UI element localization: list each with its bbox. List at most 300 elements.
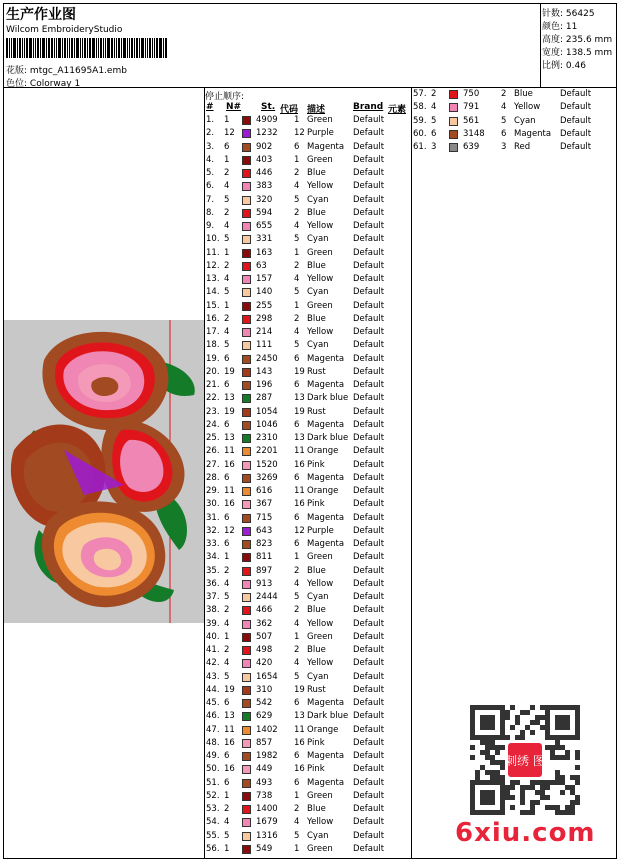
color-swatch: [242, 832, 251, 841]
stop-stitches: 214: [256, 327, 273, 337]
stop-needle: 5: [224, 234, 230, 245]
stop-number: 43.: [206, 671, 220, 682]
stop-description: Pink: [307, 459, 325, 470]
color-swatch: [242, 805, 251, 814]
stop-needle: 5: [224, 671, 230, 682]
color-swatch: [242, 553, 251, 562]
colorway-label: 色位:: [6, 79, 28, 89]
stop-brand: Default: [353, 777, 385, 788]
stop-description: Green: [307, 790, 333, 801]
stop-brand: Default: [353, 804, 385, 814]
stop-row: [206, 710, 406, 723]
stop-code: 4: [294, 658, 300, 669]
stop-brand: Default: [353, 327, 385, 337]
col-brand: Brand: [353, 102, 384, 112]
stop-number: 32.: [206, 525, 220, 536]
color-swatch: [242, 540, 251, 549]
stop-row: [206, 445, 406, 458]
stop-stitches: 383: [256, 181, 273, 192]
stop-needle: 19: [224, 366, 235, 377]
stop-stitches: 1316: [256, 830, 278, 841]
stop-needle: 16: [224, 499, 235, 510]
stop-description: Yellow: [307, 658, 334, 669]
col-num: #: [206, 102, 214, 112]
stop-brand: Default: [353, 843, 385, 854]
stop-stitches: 1520: [256, 459, 278, 470]
stop-stitches: 738: [256, 790, 273, 801]
color-swatch: [242, 421, 251, 430]
stop-description: Orange: [307, 446, 339, 457]
stop-stitches: 902: [256, 141, 273, 152]
stop-code: 2: [294, 804, 300, 814]
color-swatch: [242, 288, 251, 297]
stop-number: 30.: [206, 499, 220, 510]
stop-number: 46.: [206, 711, 220, 722]
stop-needle: 11: [224, 724, 235, 735]
stop-number: 41.: [206, 645, 220, 655]
stop-row: [206, 154, 406, 167]
color-swatch: [242, 739, 251, 748]
color-swatch: [449, 117, 458, 126]
stop-row: [206, 671, 406, 684]
stop-description: Blue: [307, 168, 326, 178]
stop-description: Orange: [307, 486, 339, 496]
stop-code: 1: [294, 154, 300, 165]
color-swatch: [242, 474, 251, 483]
stop-needle: 4: [224, 658, 230, 669]
stop-brand: Default: [353, 406, 385, 417]
stop-brand: Default: [353, 128, 385, 139]
stop-number: 13.: [206, 274, 220, 284]
color-swatch: [449, 143, 458, 152]
stop-stitches: 2201: [256, 446, 278, 457]
stop-stitches: 913: [256, 578, 273, 589]
stop-description: Dark blue: [307, 711, 349, 722]
stop-number: 17.: [206, 327, 220, 337]
stop-row: [413, 115, 613, 128]
stop-number: 10.: [206, 234, 220, 245]
stop-needle: 11: [224, 446, 235, 457]
meta-colors: 颜色: 11: [542, 22, 578, 32]
stop-description: Cyan: [307, 830, 329, 841]
stop-brand: Default: [353, 340, 385, 351]
stop-code: 4: [294, 274, 300, 284]
stop-code: 5: [294, 340, 300, 351]
stop-brand: Default: [353, 260, 385, 271]
stop-needle: 6: [224, 353, 230, 364]
stop-description: Blue: [307, 804, 326, 814]
stop-number: 33.: [206, 539, 220, 549]
stop-needle: 6: [224, 141, 230, 152]
col-needle: N#: [226, 102, 242, 112]
stop-needle: 4: [224, 327, 230, 337]
stop-brand: Default: [353, 115, 385, 125]
stop-number: 34.: [206, 552, 220, 563]
stop-stitches: 643: [256, 525, 273, 536]
stop-code: 5: [294, 194, 300, 205]
stop-number: 25.: [206, 433, 220, 443]
color-swatch: [242, 209, 251, 218]
stop-description: Green: [307, 115, 333, 125]
stop-needle: 4: [224, 274, 230, 284]
stop-needle: 6: [224, 472, 230, 483]
stop-stitches: 446: [256, 168, 273, 178]
design-file: mtgc_A11695A1.emb: [29, 66, 127, 76]
table-divider: [411, 87, 412, 859]
color-swatch: [242, 196, 251, 205]
color-swatch: [449, 90, 458, 99]
stop-number: 19.: [206, 353, 220, 364]
stop-number: 20.: [206, 366, 220, 377]
stop-needle: 19: [224, 684, 235, 695]
stop-row: [206, 379, 406, 392]
stop-needle: 13: [224, 711, 235, 722]
stop-number: 9.: [206, 221, 215, 231]
stop-brand: Default: [353, 207, 385, 218]
stop-number: 31.: [206, 512, 220, 523]
meta-divider: [540, 3, 541, 87]
color-swatch: [242, 408, 251, 417]
stop-row: [206, 180, 406, 193]
color-swatch: [242, 262, 251, 271]
design-label: 花版:: [6, 66, 28, 76]
stop-stitches: 1054: [256, 406, 278, 417]
stop-description: Blue: [307, 260, 326, 271]
stop-stitches: 639: [463, 142, 480, 152]
stop-description: Magenta: [307, 512, 345, 523]
stop-brand: Default: [353, 525, 385, 536]
col-code: 代码: [280, 105, 299, 115]
stop-brand: Default: [353, 592, 385, 602]
meta-stitches: 针数: 56425: [542, 9, 595, 19]
stop-needle: 2: [224, 565, 230, 576]
stop-stitches: 157: [256, 274, 273, 284]
col-element: 元素: [388, 105, 407, 115]
stop-description: Blue: [307, 645, 326, 655]
stop-needle: 1: [224, 631, 230, 642]
stop-number: 60.: [413, 128, 427, 139]
stop-description: Dark blue: [307, 433, 349, 443]
stop-description: Blue: [307, 207, 326, 218]
color-swatch: [242, 673, 251, 682]
stop-code: 5: [294, 592, 300, 602]
stop-description: Magenta: [514, 128, 552, 139]
stop-needle: 12: [224, 128, 235, 139]
stop-description: Cyan: [307, 287, 329, 298]
stop-row: [206, 538, 406, 551]
stop-stitches: 1402: [256, 724, 278, 735]
stop-number: 27.: [206, 459, 220, 470]
stop-stitches: 331: [256, 234, 273, 245]
stop-brand: Default: [353, 313, 385, 324]
stop-needle: 5: [224, 340, 230, 351]
meta-width: 宽度: 138.5 mm: [542, 48, 613, 58]
stop-brand: Default: [353, 486, 385, 496]
color-swatch: [242, 129, 251, 138]
stop-stitches: 362: [256, 618, 273, 629]
stop-brand: Default: [353, 154, 385, 165]
stop-stitches: 140: [256, 287, 273, 298]
stop-description: Yellow: [307, 327, 334, 337]
stop-brand: Default: [353, 472, 385, 483]
color-swatch: [242, 567, 251, 576]
stop-stitches: 823: [256, 539, 273, 549]
stop-brand: Default: [353, 141, 385, 152]
stop-code: 16: [294, 499, 305, 510]
stop-code: 3: [501, 142, 507, 152]
stop-needle: 13: [224, 393, 235, 404]
col-desc: 描述: [307, 105, 326, 115]
stop-description: Green: [307, 154, 333, 165]
stop-stitches: 715: [256, 512, 273, 523]
stop-stitches: 449: [256, 764, 273, 775]
stop-description: Yellow: [307, 181, 334, 192]
stop-number: 29.: [206, 486, 220, 496]
stop-code: 2: [294, 313, 300, 324]
color-swatch: [242, 752, 251, 761]
stop-code: 4: [294, 578, 300, 589]
color-swatch: [242, 500, 251, 509]
stop-code: 1: [294, 247, 300, 258]
color-swatch: [242, 686, 251, 695]
stop-code: 2: [501, 89, 507, 99]
color-swatch: [242, 222, 251, 231]
stop-number: 8.: [206, 207, 215, 218]
stop-description: Blue: [307, 565, 326, 576]
stop-description: Yellow: [307, 274, 334, 284]
stop-brand: Default: [560, 142, 592, 152]
stop-brand: Default: [353, 181, 385, 192]
stop-number: 1.: [206, 115, 215, 125]
color-swatch: [242, 580, 251, 589]
stop-needle: 5: [224, 830, 230, 841]
stop-description: Magenta: [307, 698, 345, 708]
stop-row: [206, 167, 406, 180]
stop-code: 6: [294, 380, 300, 390]
stop-row: [206, 724, 406, 737]
stop-brand: Default: [353, 300, 385, 311]
stop-brand: Default: [353, 658, 385, 669]
stop-number: 21.: [206, 380, 220, 390]
stop-description: Yellow: [514, 102, 541, 113]
stop-brand: Default: [353, 552, 385, 563]
stop-code: 2: [294, 260, 300, 271]
stop-number: 7.: [206, 194, 215, 205]
stop-needle: 6: [224, 777, 230, 788]
stop-description: Dark blue: [307, 393, 349, 404]
stop-row: [413, 88, 613, 101]
stop-row: [206, 750, 406, 763]
stop-code: 11: [294, 486, 305, 496]
stop-stitches: 1232: [256, 128, 278, 139]
stop-brand: Default: [353, 287, 385, 298]
stop-number: 39.: [206, 618, 220, 629]
stop-brand: Default: [353, 234, 385, 245]
stop-needle: 6: [224, 419, 230, 430]
stop-description: Magenta: [307, 777, 345, 788]
stop-stitches: 63: [256, 260, 267, 271]
stop-needle: 16: [224, 764, 235, 775]
qr-code-watermark: [470, 705, 580, 815]
stop-description: Magenta: [307, 353, 345, 364]
stop-number: 35.: [206, 565, 220, 576]
stop-row: [206, 657, 406, 670]
stop-brand: Default: [353, 790, 385, 801]
stop-row: [206, 353, 406, 366]
stop-number: 58.: [413, 102, 427, 113]
stop-needle: 5: [224, 287, 230, 298]
stop-code: 4: [294, 221, 300, 231]
meta-height: 高度: 235.6 mm: [542, 35, 613, 45]
stop-needle: 12: [224, 525, 235, 536]
stop-needle: 3: [431, 142, 437, 152]
color-swatch: [242, 447, 251, 456]
stop-needle: 2: [224, 804, 230, 814]
stop-number: 49.: [206, 751, 220, 761]
stop-needle: 1: [224, 115, 230, 125]
stop-description: Cyan: [307, 234, 329, 245]
stop-number: 22.: [206, 393, 220, 404]
stop-code: 5: [294, 234, 300, 245]
stop-row: [206, 525, 406, 538]
stop-stitches: 1400: [256, 804, 278, 814]
stop-code: 13: [294, 433, 305, 443]
stop-needle: 1: [224, 154, 230, 165]
stop-description: Magenta: [307, 539, 345, 549]
stop-brand: Default: [353, 724, 385, 735]
stop-number: 45.: [206, 698, 220, 708]
stop-number: 55.: [206, 830, 220, 841]
stop-brand: Default: [353, 168, 385, 178]
stop-brand: Default: [353, 221, 385, 231]
sequence-label: 停止顺序:: [205, 92, 245, 102]
stop-needle: 4: [224, 578, 230, 589]
stop-brand: Default: [353, 671, 385, 682]
stop-stitches: 403: [256, 154, 273, 165]
stop-code: 16: [294, 459, 305, 470]
stop-number: 37.: [206, 592, 220, 602]
color-swatch: [242, 514, 251, 523]
stop-stitches: 1679: [256, 817, 278, 828]
stop-row: [206, 220, 406, 233]
stop-brand: Default: [353, 830, 385, 841]
stop-needle: 4: [224, 181, 230, 192]
stop-row: [206, 419, 406, 432]
stop-row: [206, 472, 406, 485]
stop-number: 12.: [206, 260, 220, 271]
stop-row: [206, 260, 406, 273]
stop-stitches: 163: [256, 247, 273, 258]
stop-row: [413, 101, 613, 114]
stop-description: Rust: [307, 684, 326, 695]
stop-code: 4: [294, 817, 300, 828]
stop-stitches: 561: [463, 115, 480, 126]
stop-number: 26.: [206, 446, 220, 457]
stop-number: 11.: [206, 247, 220, 258]
stop-description: Cyan: [307, 340, 329, 351]
stop-row: [206, 286, 406, 299]
color-swatch: [242, 646, 251, 655]
stop-needle: 6: [224, 512, 230, 523]
stop-brand: Default: [560, 102, 592, 113]
stop-code: 5: [294, 287, 300, 298]
color-swatch: [242, 792, 251, 801]
color-swatch: [449, 103, 458, 112]
meta-scale: 比例: 0.46: [542, 61, 586, 71]
stop-description: Cyan: [514, 115, 536, 126]
stop-needle: 6: [431, 128, 437, 139]
stop-description: Magenta: [307, 419, 345, 430]
stop-number: 54.: [206, 817, 220, 828]
stop-code: 5: [294, 671, 300, 682]
stop-stitches: 310: [256, 684, 273, 695]
stop-stitches: 507: [256, 631, 273, 642]
stop-needle: 1: [224, 247, 230, 258]
stop-stitches: 466: [256, 605, 273, 616]
stop-number: 2.: [206, 128, 215, 139]
stop-brand: Default: [353, 751, 385, 761]
stop-needle: 2: [224, 207, 230, 218]
stop-needle: 2: [224, 168, 230, 178]
colorway-line: [6, 76, 80, 89]
stop-number: 61.: [413, 142, 427, 152]
stop-number: 56.: [206, 843, 220, 854]
stop-brand: Default: [560, 128, 592, 139]
stop-stitches: 2310: [256, 433, 278, 443]
stop-needle: 13: [224, 433, 235, 443]
stop-needle: 19: [224, 406, 235, 417]
stop-row: [206, 498, 406, 511]
stop-code: 5: [501, 115, 507, 126]
stop-code: 1: [294, 552, 300, 563]
stop-needle: 2: [224, 605, 230, 616]
stop-needle: 2: [431, 89, 437, 99]
color-swatch: [242, 593, 251, 602]
color-swatch: [242, 182, 251, 191]
stop-needle: 5: [224, 194, 230, 205]
stop-code: 4: [294, 618, 300, 629]
stop-code: 6: [294, 512, 300, 523]
stop-code: 1: [294, 300, 300, 311]
stop-needle: 5: [224, 592, 230, 602]
color-swatch: [242, 620, 251, 629]
stop-row: [206, 300, 406, 313]
stop-code: 12: [294, 128, 305, 139]
stop-description: Green: [307, 843, 333, 854]
design-preview: [4, 320, 204, 623]
stop-needle: 6: [224, 698, 230, 708]
stop-row: [206, 114, 406, 127]
stop-description: Pink: [307, 737, 325, 748]
stop-row: [206, 406, 406, 419]
stop-needle: 11: [224, 486, 235, 496]
color-swatch: [242, 726, 251, 735]
stop-needle: 6: [224, 539, 230, 549]
colorway-value: Colorway 1: [29, 79, 81, 89]
stop-stitches: 1654: [256, 671, 278, 682]
stop-number: 40.: [206, 631, 220, 642]
stop-stitches: 2450: [256, 353, 278, 364]
stop-needle: 2: [224, 645, 230, 655]
stop-row: [206, 392, 406, 405]
stop-needle: 4: [224, 618, 230, 629]
stop-stitches: 750: [463, 89, 480, 99]
stop-brand: Default: [353, 817, 385, 828]
stop-description: Magenta: [307, 380, 345, 390]
stop-stitches: 143: [256, 366, 273, 377]
stop-brand: Default: [353, 380, 385, 390]
stop-description: Purple: [307, 128, 334, 139]
